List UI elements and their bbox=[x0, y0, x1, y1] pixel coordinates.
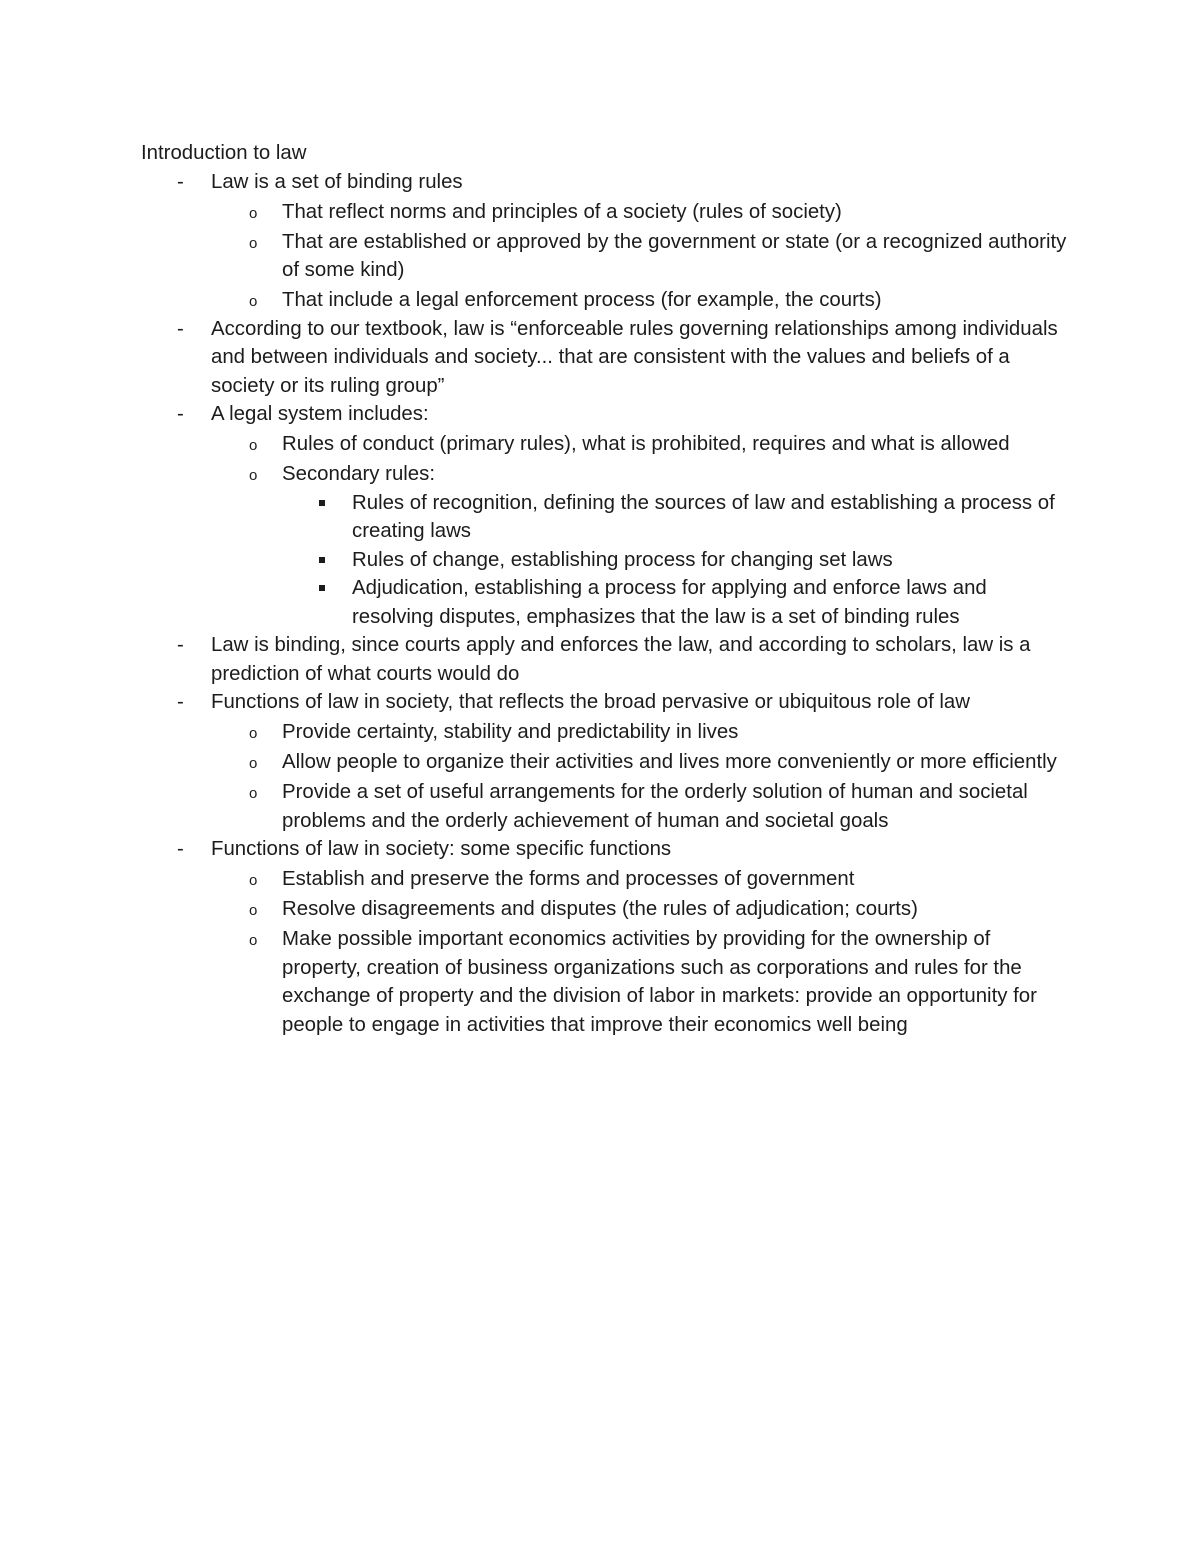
sub-sub-list-item-text: Rules of recognition, defining the sources of law and establishing a process of creating laws bbox=[352, 491, 1055, 542]
circle-bullet: o bbox=[249, 467, 258, 484]
sub-sub-list-item bbox=[141, 489, 1071, 546]
sub-list-item bbox=[141, 778, 1071, 835]
sub-list-item bbox=[141, 748, 1071, 777]
list-item-text: Functions of law in society, that reflects the broad pervasive or ubiquitous role of law bbox=[211, 691, 970, 713]
dash-bullet: - bbox=[177, 691, 184, 713]
dash-bullet: - bbox=[177, 403, 184, 425]
square-bullet-icon bbox=[319, 500, 325, 506]
list-item bbox=[141, 168, 1071, 197]
sub-list-item bbox=[141, 228, 1071, 285]
sub-list-item bbox=[141, 895, 1071, 924]
dash-bullet: - bbox=[177, 838, 184, 860]
list-item bbox=[141, 400, 1071, 429]
sub-list-item bbox=[141, 460, 1071, 489]
circle-bullet: o bbox=[249, 293, 258, 310]
circle-bullet: o bbox=[249, 437, 258, 454]
sub-list-item-text: Rules of conduct (primary rules), what is prohibited, requires and what is allowed bbox=[282, 433, 1010, 455]
square-bullet-icon bbox=[319, 557, 325, 563]
list-item-text: A legal system includes: bbox=[211, 403, 429, 425]
sub-list-item-text: Provide a set of useful arrangements for the orderly solution of human and societal problems and the orderly achievement of human and societal goals bbox=[282, 781, 1028, 832]
sub-list-item bbox=[141, 198, 1071, 227]
list-item-text: Law is binding, since courts apply and enforces the law, and according to scholars, law is a prediction of what courts would do bbox=[211, 634, 1031, 685]
square-bullet-icon bbox=[319, 585, 325, 591]
list-item-text: Functions of law in society: some specific functions bbox=[211, 838, 672, 860]
list-item bbox=[141, 688, 1071, 717]
list-item-text: According to our textbook, law is “enforceable rules governing relationships among individuals and between individuals and society... that are consistent with the values and beliefs of a society or its ruling group” bbox=[211, 317, 1058, 397]
document-body bbox=[141, 139, 1071, 1039]
circle-bullet: o bbox=[249, 902, 258, 919]
sub-sub-list-item bbox=[141, 574, 1071, 631]
sub-list-item bbox=[141, 865, 1071, 894]
circle-bullet: o bbox=[249, 234, 258, 252]
sub-list-item-text: That are established or approved by the government or state (or a recognized authority of some kind) bbox=[282, 230, 1067, 281]
list-item bbox=[141, 315, 1071, 401]
document-title: Introduction to law bbox=[141, 142, 307, 164]
circle-bullet: o bbox=[249, 755, 258, 772]
list-item bbox=[141, 631, 1071, 688]
dash-bullet: - bbox=[177, 317, 184, 340]
sub-list-item-text: Secondary rules: bbox=[282, 463, 436, 485]
circle-bullet: o bbox=[249, 725, 258, 742]
sub-list-item-text: Make possible important economics activities by providing for the ownership of property, creation of business organizations such as corporations and rules for the exchange of property and the division of labor in markets: provide an opportunity for people to engage in activities that improve their economics well being bbox=[282, 928, 1037, 1036]
circle-bullet: o bbox=[249, 204, 258, 222]
circle-bullet: o bbox=[249, 872, 258, 889]
circle-bullet: o bbox=[249, 932, 258, 949]
sub-sub-list-item-text: Rules of change, establishing process for changing set laws bbox=[352, 548, 893, 571]
sub-list-item-text: Provide certainty, stability and predictability in lives bbox=[282, 721, 739, 743]
sub-list-item-text: That include a legal enforcement process (for example, the courts) bbox=[282, 289, 882, 311]
sub-list-item-text: That reflect norms and principles of a society (rules of society) bbox=[282, 200, 842, 223]
list-item-text: Law is a set of binding rules bbox=[211, 170, 463, 193]
sub-list-item-text: Allow people to organize their activities and lives more conveniently or more efficiently bbox=[282, 751, 1057, 773]
sub-sub-list-item-text: Adjudication, establishing a process for applying and enforce laws and resolving disputes, emphasizes that the law is a set of binding rules bbox=[352, 577, 987, 628]
sub-list-item bbox=[141, 286, 1071, 315]
sub-list-item bbox=[141, 430, 1071, 459]
sub-list-item-text: Resolve disagreements and disputes (the rules of adjudication; courts) bbox=[282, 898, 918, 920]
sub-list-item bbox=[141, 925, 1071, 1039]
list-item bbox=[141, 835, 1071, 864]
dash-bullet: - bbox=[177, 634, 184, 656]
sub-list-item-text: Establish and preserve the forms and processes of government bbox=[282, 868, 855, 890]
circle-bullet: o bbox=[249, 785, 258, 802]
sub-sub-list-item bbox=[141, 546, 1071, 575]
sub-list-item bbox=[141, 718, 1071, 747]
dash-bullet: - bbox=[177, 170, 184, 193]
